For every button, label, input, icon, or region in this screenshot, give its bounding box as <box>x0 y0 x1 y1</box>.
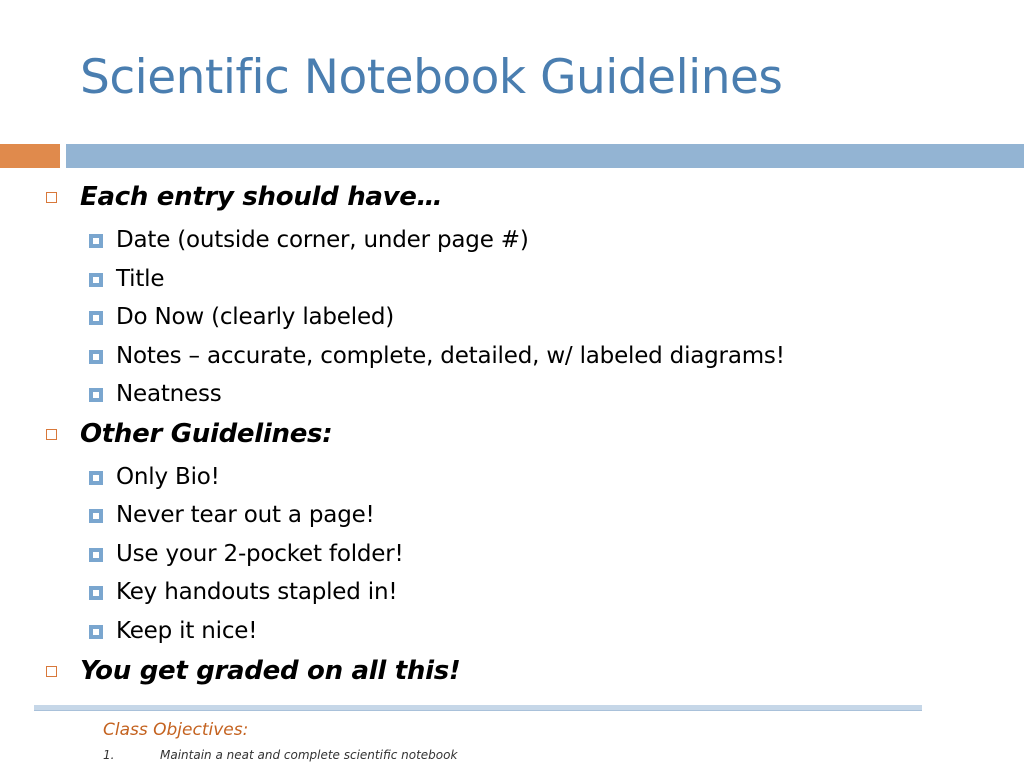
objective-text: Maintain a neat and complete scientific notebook <box>160 748 458 762</box>
list-item <box>116 541 404 567</box>
list-item <box>116 304 394 330</box>
hollow-square-bullet-icon <box>46 429 57 440</box>
square-bullet-icon <box>89 311 103 325</box>
slide-title: Scientific Notebook Guidelines <box>80 50 783 105</box>
list-item <box>116 343 785 369</box>
objective-number: 1. <box>103 748 115 762</box>
square-bullet-icon <box>89 625 103 639</box>
list-item <box>116 381 222 407</box>
list-item <box>116 266 164 292</box>
square-bullet-icon <box>89 234 103 248</box>
list-item-text: Date (outside corner, under page #) <box>116 227 529 253</box>
list-item <box>116 227 529 253</box>
list-item-text: Key handouts stapled in! <box>116 579 398 605</box>
list-item-text: Notes – accurate, complete, detailed, w/ labeled diagrams! <box>116 343 785 369</box>
list-item <box>116 464 220 490</box>
square-bullet-icon <box>89 350 103 364</box>
section-heading-text: Other Guidelines: <box>80 419 333 449</box>
hollow-square-bullet-icon <box>46 666 57 677</box>
section-heading-text: Each entry should have… <box>80 182 443 212</box>
list-item-text: Use your 2-pocket folder! <box>116 541 404 567</box>
list-item-text: Neatness <box>116 381 222 407</box>
list-item <box>116 579 397 605</box>
title-accent-bar-orange <box>0 144 60 168</box>
objectives-title: Class Objectives: <box>103 720 249 740</box>
square-bullet-icon <box>89 471 103 485</box>
list-item-text: Never tear out a page! <box>116 502 375 528</box>
square-bullet-icon <box>89 388 103 402</box>
list-item <box>116 502 375 528</box>
hollow-square-bullet-icon <box>46 192 57 203</box>
footer-divider <box>34 705 922 711</box>
section-heading-text: You get graded on all this! <box>80 656 461 686</box>
list-item-text: Only Bio! <box>116 464 220 490</box>
list-item <box>116 618 257 644</box>
title-accent-bar-blue <box>66 144 1024 168</box>
square-bullet-icon <box>89 509 103 523</box>
square-bullet-icon <box>89 273 103 287</box>
section-heading <box>80 656 460 686</box>
section-heading <box>80 182 442 212</box>
section-heading <box>80 419 332 449</box>
list-item-text: Keep it nice! <box>116 618 258 644</box>
list-item-text: Title <box>116 266 165 292</box>
list-item-text: Do Now (clearly labeled) <box>116 304 395 330</box>
square-bullet-icon <box>89 548 103 562</box>
square-bullet-icon <box>89 586 103 600</box>
